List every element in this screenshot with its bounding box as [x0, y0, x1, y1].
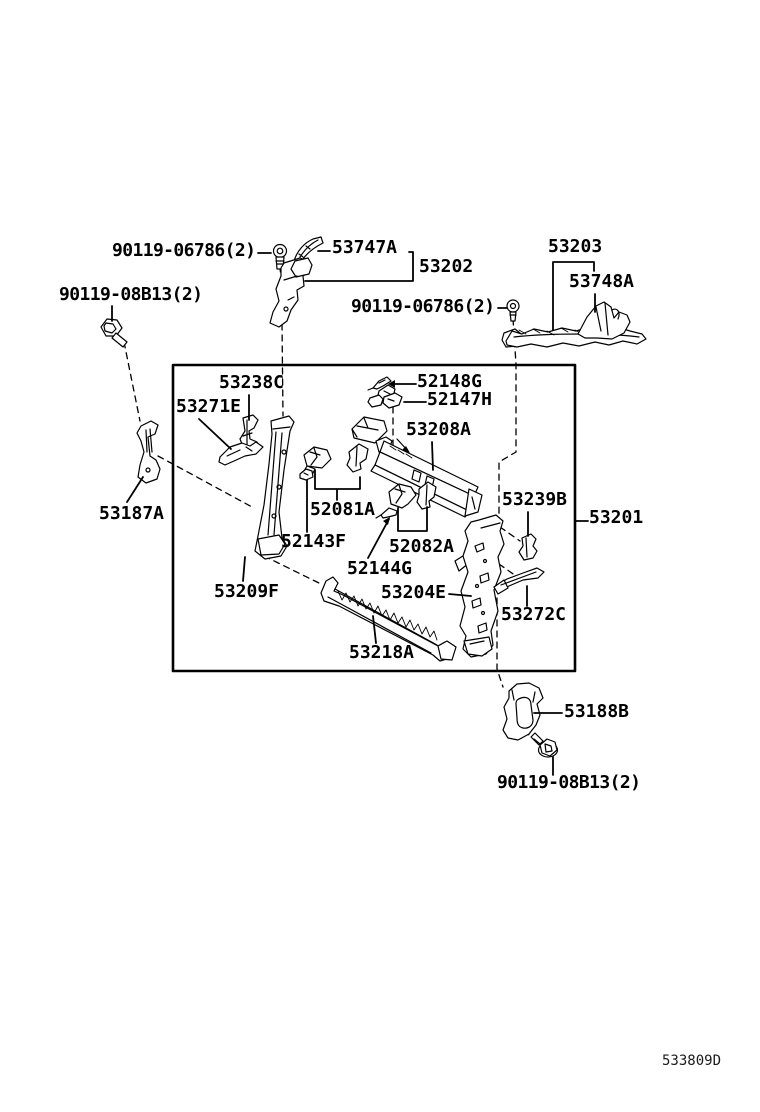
label-bolt-90119-06786-top: 90119-06786(2) [112, 240, 256, 261]
label-53201: 53201 [589, 507, 644, 528]
part-53188b-bracket [503, 683, 543, 740]
label-52082a: 52082A [389, 536, 455, 557]
label-52144g: 52144G [347, 558, 413, 579]
label-53203: 53203 [548, 236, 603, 257]
label-53218a: 53218A [349, 642, 415, 663]
label-52148g: 52148G [417, 371, 483, 392]
label-53209f: 53209F [214, 581, 280, 602]
label-53187a: 53187A [99, 503, 165, 524]
label-53272c: 53272C [501, 604, 567, 625]
label-53239b: 53239B [502, 489, 568, 510]
label-53202: 53202 [419, 256, 474, 277]
label-53204e: 53204E [381, 582, 447, 603]
label-53188b: 53188B [564, 701, 630, 722]
part-53239b-bracket [519, 534, 537, 560]
part-53271e-bracket [219, 442, 263, 465]
label-bolt-90119-08b13-top: 90119-08B13(2) [59, 284, 203, 305]
part-53202-bracket [270, 258, 312, 327]
part-bolt-90119-08b13-bottom [531, 733, 558, 757]
label-52081a: 52081A [310, 499, 376, 520]
label-53238c: 53238C [219, 372, 285, 393]
part-bolt-90119-06786-mid [507, 300, 519, 321]
label-53747a: 53747A [332, 237, 398, 258]
part-52144g-clip [376, 508, 397, 518]
label-52143f: 52143F [281, 531, 347, 552]
part-52143f-clip [300, 469, 313, 480]
label-52147h: 52147H [427, 389, 493, 410]
part-53187a-bracket [137, 421, 160, 483]
label-bolt-90119-08b13-bottom: 90119-08B13(2) [497, 772, 641, 793]
part-bolt-90119-08b13-top [101, 319, 127, 347]
figure-code: 533809D [662, 1053, 722, 1069]
label-bolt-90119-06786-mid: 90119-06786(2) [351, 296, 495, 317]
label-53271e: 53271E [176, 396, 242, 417]
label-53748a: 53748A [569, 271, 635, 292]
part-53748a-gusset [578, 302, 630, 339]
label-53208a: 53208A [406, 419, 472, 440]
part-52081a-clips [304, 444, 368, 475]
